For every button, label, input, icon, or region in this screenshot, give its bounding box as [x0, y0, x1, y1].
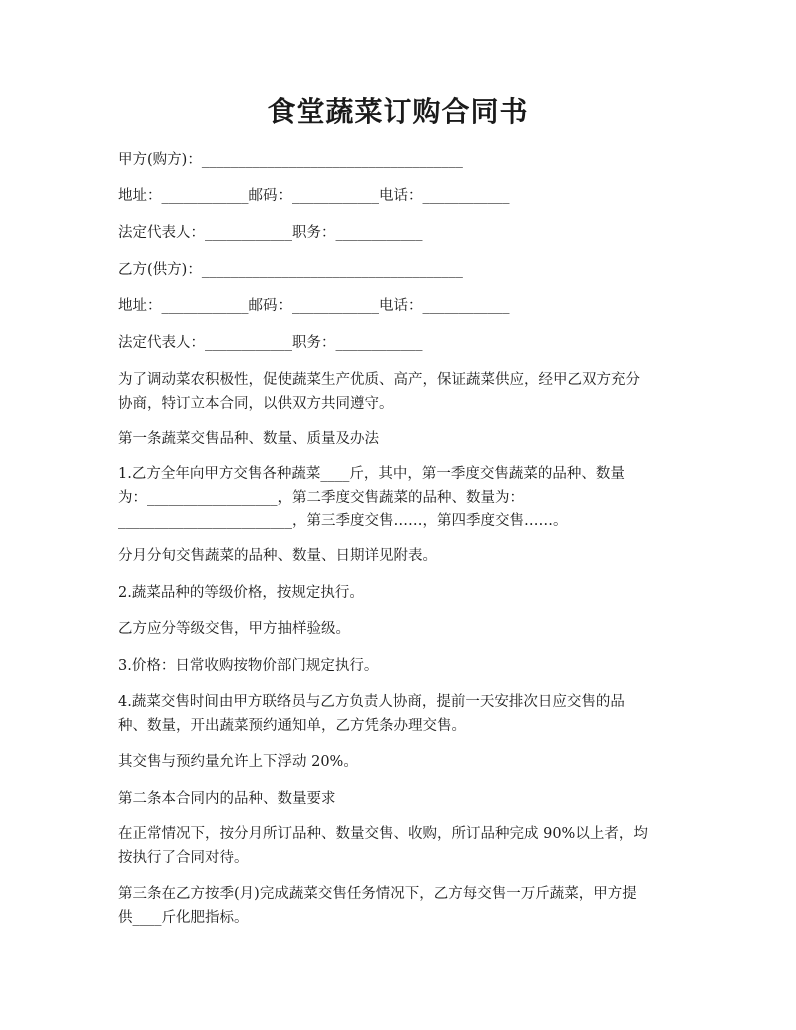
article-1-item-2-note: 乙方应分等级交售，甲方抽样验级。	[118, 621, 350, 637]
party-b-name-line: 乙方(供方)：____________________________________	[118, 262, 463, 278]
article-1-item-4-line-1: 4.蔬菜交售时间由甲方联络员与乙方负责人协商，提前一天安排次日应交售的品	[118, 694, 625, 710]
article-1-item-1-line-3: ________________________，第三季度交售……，第四季度交售……。	[118, 513, 568, 529]
schedule-note: 分月分旬交售蔬菜的品种、数量、日期详见附表。	[118, 548, 437, 564]
party-b-rep-line: 法定代表人：____________职务：____________	[118, 335, 423, 351]
party-a-rep-line: 法定代表人：____________职务：____________	[118, 225, 423, 241]
document-title: 食堂蔬菜订购合同书	[267, 95, 529, 128]
article-1-item-2: 2.蔬菜品种的等级价格，按规定执行。	[118, 585, 364, 601]
article-1-item-1-line-1: 1.乙方全年向甲方交售各种蔬菜____斤，其中，第一季度交售蔬菜的品种、数量	[118, 466, 625, 482]
party-a-name-line: 甲方(购方)：____________________________________	[118, 152, 463, 168]
article-1-item-4-note: 其交售与预约量允许上下浮动 20%。	[118, 754, 358, 770]
article-3-line-1: 第三条在乙方按季(月)完成蔬菜交售任务情况下，乙方每交售一万斤蔬菜，甲方提	[118, 886, 637, 902]
party-a-address-line: 地址：____________邮码：____________电话：____________	[118, 188, 510, 204]
article-2-line-2: 按执行了合同对待。	[118, 850, 249, 866]
article-1-heading: 第一条蔬菜交售品种、数量、质量及办法	[118, 431, 379, 447]
article-3-line-2: 供____斤化肥指标。	[118, 910, 249, 926]
article-1-item-4-line-2: 种、数量，开出蔬菜预约通知单，乙方凭条办理交售。	[118, 718, 466, 734]
article-1-item-3: 3.价格：日常收购按物价部门规定执行。	[118, 658, 379, 674]
intro-line-1: 为了调动菜农积极性，促使蔬菜生产优质、高产，保证蔬菜供应，经甲乙双方充分	[118, 372, 640, 388]
intro-line-2: 协商，特订立本合同，以供双方共同遵守。	[118, 396, 394, 412]
article-2-line-1: 在正常情况下，按分月所订品种、数量交售、收购，所订品种完成 90%以上者，均	[118, 826, 648, 842]
party-b-address-line: 地址：____________邮码：____________电话：____________	[118, 298, 510, 314]
article-2-heading: 第二条本合同内的品种、数量要求	[118, 791, 336, 807]
article-1-item-1-line-2: 为：__________________，第二季度交售蔬菜的品种、数量为：	[118, 490, 524, 506]
